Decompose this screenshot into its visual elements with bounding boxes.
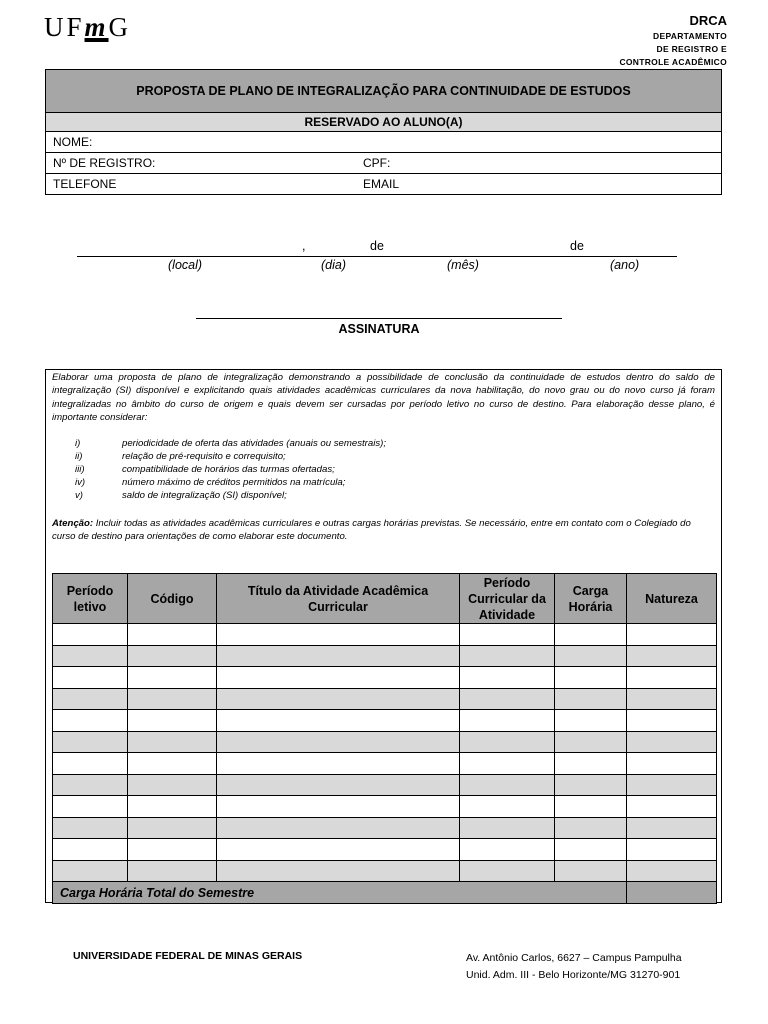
list-item-num: i) <box>75 438 81 449</box>
reserved-header: RESERVADO AO ALUNO(A) <box>46 113 721 132</box>
col-header-natureza: Natureza <box>627 574 717 624</box>
date-de-1: de <box>370 239 384 253</box>
label-ano: (ano) <box>610 258 640 272</box>
form-title: PROPOSTA DE PLANO DE INTEGRALIZAÇÃO PARA CONTINUIDADE DE ESTUDOS <box>46 70 721 113</box>
attention-note: Atenção: Incluir todas as atividades acadêmicas curriculares e outras cargas horárias previstas. Se necessário, entre em contato com o Colegiado do curso de destino para orientações de como elaborar este documento. <box>52 518 691 543</box>
org-name: DEPARTAMENTO DE REGISTRO E CONTROLE ACADÊMICO <box>619 31 727 67</box>
col-header-titulo: Título da Atividade Acadêmica Curricular <box>217 574 460 624</box>
signature-line[interactable] <box>196 318 562 319</box>
table-header-row <box>53 574 717 624</box>
label-mes: (mês) <box>447 258 479 272</box>
student-form <box>45 69 722 195</box>
list-item: saldo de integralização (SI) disponível; <box>122 490 287 501</box>
registry-cpf-row[interactable] <box>46 153 721 174</box>
cpf-label: CPF: <box>363 156 391 170</box>
list-item-num: iii) <box>75 464 85 475</box>
table-row[interactable] <box>53 860 717 882</box>
email-label: EMAIL <box>363 177 400 191</box>
label-dia: (dia) <box>321 258 347 272</box>
table-row[interactable] <box>53 645 717 667</box>
date-comma: , <box>302 239 306 253</box>
activities-table <box>52 573 717 904</box>
registry-label: Nº DE REGISTRO: <box>53 156 156 170</box>
signature-label: ASSINATURA <box>338 322 420 336</box>
table-row[interactable] <box>53 839 717 861</box>
col-header-codigo: Código <box>128 574 217 624</box>
phone-email-row[interactable] <box>46 174 721 194</box>
col-header-periodo-curricular: Período Curricular da Atividade <box>460 574 555 624</box>
col-header-carga: Carga Horária <box>555 574 627 624</box>
list-item-num: iv) <box>75 477 86 488</box>
date-line[interactable] <box>77 256 677 257</box>
list-item: número máximo de créditos permitidos na matrícula; <box>122 477 346 488</box>
label-local: (local) <box>168 258 203 272</box>
total-value-cell[interactable] <box>627 882 717 904</box>
table-row[interactable] <box>53 688 717 710</box>
ufmg-logo: UFmG <box>44 12 132 42</box>
footer-university: UNIVERSIDADE FEDERAL DE MINAS GERAIS <box>73 950 303 962</box>
table-row[interactable] <box>53 710 717 732</box>
list-item: periodicidade de oferta das atividades (anuais ou semestrais); <box>122 438 386 449</box>
col-header-periodo: Período letivo <box>53 574 128 624</box>
table-row[interactable] <box>53 731 717 753</box>
list-item-num: v) <box>75 490 83 501</box>
footer-address: Av. Antônio Carlos, 6627 – Campus Pampulha Unid. Adm. III - Belo Horizonte/MG 31270-901 <box>466 952 682 981</box>
table-row[interactable] <box>53 624 717 646</box>
total-label: Carga Horária Total do Semestre <box>53 882 627 904</box>
table-row[interactable] <box>53 753 717 775</box>
org-code: DRCA <box>689 13 727 28</box>
instructions-intro: Elaborar uma proposta de plano de integralização demonstrando a possibilidade de conclusão da continuidade de estudos dentro do saldo de integralização (SI) disponível e explicitando quais atividades acadêmicas curriculares da nova habilitação, do novo grau ou do novo curso já foram integralizadas no âmbito do curso de origem e quais devem ser cursadas por período letivo no curso de destino. Para elaboração desse plano, é importante considerar: <box>52 372 715 424</box>
phone-label: TELEFONE <box>53 177 117 191</box>
table-row[interactable] <box>53 796 717 818</box>
list-item: compatibilidade de horários das turmas ofertadas; <box>122 464 335 475</box>
list-item: relação de pré-requisito e correquisito; <box>122 451 286 462</box>
list-item-num: ii) <box>75 451 83 462</box>
total-row <box>53 882 717 904</box>
table-row[interactable] <box>53 817 717 839</box>
date-de-2: de <box>570 239 584 253</box>
table-row[interactable] <box>53 667 717 689</box>
table-row[interactable] <box>53 774 717 796</box>
name-field[interactable]: NOME: <box>46 132 721 153</box>
